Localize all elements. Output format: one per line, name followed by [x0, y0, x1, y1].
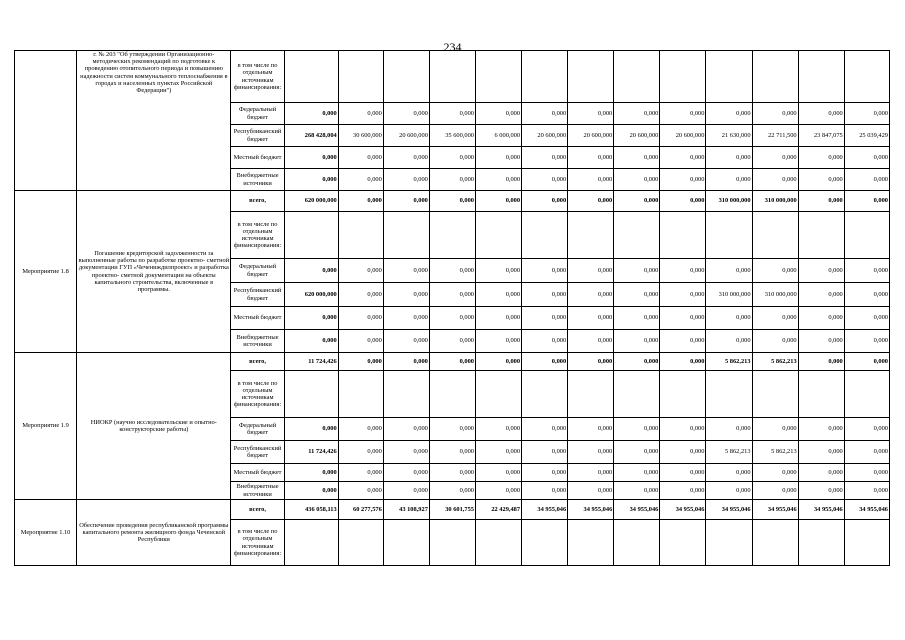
value-cell: 0,000: [383, 283, 429, 307]
value-cell: 0,000: [660, 418, 706, 441]
measure-cell: [15, 51, 77, 191]
value-cell: [752, 51, 798, 103]
value-cell: 0,000: [429, 441, 475, 464]
value-cell: [284, 371, 338, 418]
value-cell: 0,000: [522, 353, 568, 371]
value-cell: 310 000,000: [752, 191, 798, 212]
value-cell: 620 000,000: [284, 283, 338, 307]
value-cell: [522, 520, 568, 566]
value-cell: 0,000: [798, 330, 844, 353]
value-cell: 0,000: [844, 482, 889, 500]
value-cell: [429, 371, 475, 418]
value-cell: 0,000: [429, 330, 475, 353]
value-cell: [475, 520, 521, 566]
value-cell: 0,000: [522, 441, 568, 464]
value-cell: 0,000: [798, 103, 844, 125]
value-cell: 34 955,046: [568, 500, 614, 520]
value-cell: 30 600,000: [338, 125, 383, 147]
value-cell: 0,000: [798, 353, 844, 371]
measure-name-cell: НИОКР (научно исследовательские и опытно- конструкторские работы): [77, 353, 231, 500]
value-cell: 0,000: [383, 353, 429, 371]
value-cell: 0,000: [844, 283, 889, 307]
value-cell: 11 724,426: [284, 441, 338, 464]
value-cell: [284, 51, 338, 103]
table-row: [15, 353, 890, 371]
value-cell: [338, 212, 383, 259]
value-cell: 0,000: [522, 482, 568, 500]
value-cell: [798, 520, 844, 566]
value-cell: 0,000: [660, 482, 706, 500]
value-cell: 0,000: [844, 307, 889, 330]
value-cell: [614, 51, 660, 103]
source-cell: Федеральный бюджет: [231, 103, 284, 125]
value-cell: 0,000: [522, 307, 568, 330]
value-cell: 0,000: [429, 353, 475, 371]
value-cell: [338, 51, 383, 103]
value-cell: [338, 371, 383, 418]
value-cell: 0,000: [614, 482, 660, 500]
value-cell: 0,000: [429, 147, 475, 169]
value-cell: [798, 51, 844, 103]
value-cell: 0,000: [660, 283, 706, 307]
value-cell: [568, 371, 614, 418]
value-cell: [284, 212, 338, 259]
value-cell: [383, 212, 429, 259]
value-cell: 0,000: [338, 353, 383, 371]
value-cell: 0,000: [798, 191, 844, 212]
source-cell: всего,: [231, 191, 284, 212]
value-cell: 0,000: [614, 147, 660, 169]
value-cell: 0,000: [844, 169, 889, 191]
value-cell: 0,000: [844, 464, 889, 482]
value-cell: 0,000: [383, 259, 429, 283]
value-cell: 0,000: [660, 147, 706, 169]
value-cell: 0,000: [568, 464, 614, 482]
value-cell: 0,000: [475, 330, 521, 353]
measure-name-cell: г. № 203 "Об утверждении Организационно-методических рекомендаций по подготовке к проведению отопительного периода и повышению надежности систем коммунального теплоснабжения в городах и населенных пунктах Российской Федерации"): [77, 51, 231, 191]
value-cell: 268 428,004: [284, 125, 338, 147]
value-cell: 0,000: [798, 169, 844, 191]
value-cell: 0,000: [284, 482, 338, 500]
value-cell: 0,000: [429, 259, 475, 283]
value-cell: 0,000: [844, 418, 889, 441]
value-cell: 0,000: [614, 103, 660, 125]
value-cell: 0,000: [752, 307, 798, 330]
value-cell: 0,000: [798, 482, 844, 500]
value-cell: 0,000: [284, 307, 338, 330]
value-cell: 0,000: [614, 169, 660, 191]
value-cell: [429, 520, 475, 566]
value-cell: 0,000: [475, 418, 521, 441]
page-number: 234: [443, 40, 462, 54]
value-cell: 0,000: [475, 191, 521, 212]
value-cell: 0,000: [614, 283, 660, 307]
value-cell: 34 955,046: [706, 500, 752, 520]
source-cell: Федеральный бюджет: [231, 259, 284, 283]
value-cell: 0,000: [338, 418, 383, 441]
value-cell: 0,000: [522, 103, 568, 125]
measure-name-cell: Погашение кредиторской задолженности за выполненные работы по разработке проектно- сметной документации ГУП «Чечениждилпроект» и разработка проектно- сметной документации на объекты капитального строительства, включенные в программы.: [77, 191, 231, 353]
value-cell: 0,000: [752, 103, 798, 125]
value-cell: [706, 371, 752, 418]
value-cell: 0,000: [614, 330, 660, 353]
value-cell: 34 955,046: [660, 500, 706, 520]
value-cell: 0,000: [706, 307, 752, 330]
value-cell: 620 000,000: [284, 191, 338, 212]
value-cell: [568, 212, 614, 259]
value-cell: 20 600,000: [383, 125, 429, 147]
value-cell: 0,000: [568, 103, 614, 125]
value-cell: 0,000: [475, 482, 521, 500]
value-cell: 0,000: [568, 441, 614, 464]
value-cell: 0,000: [522, 259, 568, 283]
value-cell: 0,000: [752, 259, 798, 283]
value-cell: 11 724,426: [284, 353, 338, 371]
value-cell: 0,000: [429, 482, 475, 500]
value-cell: 0,000: [383, 307, 429, 330]
value-cell: 0,000: [660, 103, 706, 125]
source-cell: Местный бюджет: [231, 464, 284, 482]
value-cell: 0,000: [752, 418, 798, 441]
value-cell: [338, 520, 383, 566]
value-cell: 22 429,487: [475, 500, 521, 520]
value-cell: 0,000: [798, 283, 844, 307]
source-cell: в том числе по отдельным источникам финансирования:: [231, 51, 284, 103]
financing-table: [14, 50, 890, 566]
value-cell: 0,000: [844, 147, 889, 169]
value-cell: 0,000: [568, 307, 614, 330]
value-cell: 5 862,213: [752, 353, 798, 371]
value-cell: 0,000: [706, 103, 752, 125]
value-cell: 0,000: [614, 191, 660, 212]
value-cell: 20 600,000: [522, 125, 568, 147]
measure-cell: Мероприятие 1.8: [15, 191, 77, 353]
value-cell: 0,000: [475, 353, 521, 371]
value-cell: 0,000: [568, 283, 614, 307]
value-cell: 0,000: [660, 259, 706, 283]
value-cell: 0,000: [284, 147, 338, 169]
value-cell: [752, 371, 798, 418]
value-cell: [660, 520, 706, 566]
value-cell: 0,000: [475, 147, 521, 169]
value-cell: 0,000: [752, 147, 798, 169]
value-cell: 0,000: [522, 418, 568, 441]
source-cell: в том числе по отдельным источникам финансирования:: [231, 212, 284, 259]
source-cell: Федеральный бюджет: [231, 418, 284, 441]
value-cell: 5 862,213: [706, 353, 752, 371]
value-cell: [660, 212, 706, 259]
source-cell: Местный бюджет: [231, 307, 284, 330]
value-cell: 0,000: [429, 103, 475, 125]
value-cell: [475, 51, 521, 103]
value-cell: 0,000: [844, 103, 889, 125]
value-cell: 0,000: [706, 259, 752, 283]
measure-cell: Мероприятие 1.10: [15, 500, 77, 566]
value-cell: [614, 371, 660, 418]
value-cell: [844, 212, 889, 259]
value-cell: 0,000: [522, 169, 568, 191]
value-cell: 0,000: [706, 482, 752, 500]
value-cell: 0,000: [522, 147, 568, 169]
value-cell: 23 847,075: [798, 125, 844, 147]
value-cell: 0,000: [798, 464, 844, 482]
value-cell: [844, 51, 889, 103]
value-cell: [383, 51, 429, 103]
value-cell: 0,000: [383, 482, 429, 500]
value-cell: 0,000: [614, 418, 660, 441]
value-cell: [798, 371, 844, 418]
value-cell: 0,000: [522, 283, 568, 307]
value-cell: 0,000: [383, 191, 429, 212]
value-cell: [660, 371, 706, 418]
value-cell: 0,000: [660, 330, 706, 353]
value-cell: 436 058,113: [284, 500, 338, 520]
value-cell: 0,000: [338, 441, 383, 464]
value-cell: [568, 520, 614, 566]
source-cell: Республиканский бюджет: [231, 283, 284, 307]
table-row: [15, 51, 890, 103]
value-cell: [568, 51, 614, 103]
value-cell: 60 277,576: [338, 500, 383, 520]
value-cell: 0,000: [338, 191, 383, 212]
value-cell: 5 862,213: [752, 441, 798, 464]
value-cell: 0,000: [752, 482, 798, 500]
value-cell: 0,000: [383, 169, 429, 191]
value-cell: [383, 520, 429, 566]
value-cell: 0,000: [660, 441, 706, 464]
value-cell: 0,000: [614, 353, 660, 371]
value-cell: 0,000: [522, 191, 568, 212]
value-cell: 5 862,213: [706, 441, 752, 464]
value-cell: 25 039,429: [844, 125, 889, 147]
value-cell: 0,000: [383, 418, 429, 441]
value-cell: 0,000: [660, 191, 706, 212]
value-cell: 0,000: [383, 330, 429, 353]
value-cell: 0,000: [338, 103, 383, 125]
source-cell: Внебюджетные источники: [231, 169, 284, 191]
value-cell: 0,000: [338, 283, 383, 307]
value-cell: [614, 520, 660, 566]
value-cell: 0,000: [475, 464, 521, 482]
table-row: [15, 500, 890, 520]
source-cell: в том числе по отдельным источникам финансирования:: [231, 520, 284, 566]
value-cell: [706, 212, 752, 259]
value-cell: 0,000: [429, 191, 475, 212]
value-cell: 0,000: [475, 283, 521, 307]
value-cell: 0,000: [338, 259, 383, 283]
value-cell: 0,000: [475, 259, 521, 283]
value-cell: 0,000: [706, 169, 752, 191]
value-cell: 0,000: [338, 330, 383, 353]
value-cell: 34 955,046: [522, 500, 568, 520]
value-cell: 20 600,000: [568, 125, 614, 147]
value-cell: 0,000: [284, 103, 338, 125]
value-cell: [706, 51, 752, 103]
value-cell: 0,000: [284, 259, 338, 283]
value-cell: [844, 520, 889, 566]
value-cell: [475, 371, 521, 418]
value-cell: 35 600,000: [429, 125, 475, 147]
value-cell: 0,000: [429, 307, 475, 330]
value-cell: 0,000: [338, 169, 383, 191]
value-cell: 0,000: [284, 418, 338, 441]
value-cell: 310 000,000: [706, 283, 752, 307]
value-cell: 20 600,000: [660, 125, 706, 147]
value-cell: 0,000: [568, 191, 614, 212]
value-cell: 0,000: [338, 307, 383, 330]
value-cell: 0,000: [383, 147, 429, 169]
value-cell: 0,000: [338, 482, 383, 500]
value-cell: 0,000: [660, 169, 706, 191]
value-cell: [522, 51, 568, 103]
value-cell: 0,000: [798, 441, 844, 464]
value-cell: 0,000: [568, 147, 614, 169]
value-cell: 0,000: [475, 307, 521, 330]
value-cell: 0,000: [844, 259, 889, 283]
value-cell: [429, 212, 475, 259]
value-cell: 22 711,500: [752, 125, 798, 147]
measure-name-cell: Обеспечение проведения республиканской программы капитального ремонта жилищного фонда Чеченской Республики: [77, 500, 231, 566]
value-cell: 0,000: [429, 418, 475, 441]
source-cell: в том числе по отдельным источникам финансирования:: [231, 371, 284, 418]
source-cell: всего,: [231, 353, 284, 371]
source-cell: Республиканский бюджет: [231, 125, 284, 147]
value-cell: [284, 520, 338, 566]
value-cell: 34 955,046: [798, 500, 844, 520]
value-cell: 0,000: [522, 330, 568, 353]
value-cell: 0,000: [568, 418, 614, 441]
value-cell: [383, 371, 429, 418]
value-cell: 0,000: [475, 103, 521, 125]
value-cell: 0,000: [568, 330, 614, 353]
value-cell: 30 601,755: [429, 500, 475, 520]
value-cell: 0,000: [798, 259, 844, 283]
value-cell: 0,000: [568, 353, 614, 371]
value-cell: 34 955,046: [752, 500, 798, 520]
value-cell: 34 955,046: [844, 500, 889, 520]
value-cell: 0,000: [383, 464, 429, 482]
value-cell: 0,000: [844, 191, 889, 212]
source-cell: Местный бюджет: [231, 147, 284, 169]
value-cell: [522, 212, 568, 259]
value-cell: 21 630,000: [706, 125, 752, 147]
value-cell: 0,000: [660, 353, 706, 371]
value-cell: 0,000: [338, 464, 383, 482]
value-cell: 0,000: [752, 169, 798, 191]
value-cell: [752, 212, 798, 259]
value-cell: 34 955,046: [614, 500, 660, 520]
value-cell: 0,000: [798, 307, 844, 330]
value-cell: 310 000,000: [706, 191, 752, 212]
value-cell: 0,000: [383, 441, 429, 464]
value-cell: 0,000: [614, 441, 660, 464]
value-cell: [798, 212, 844, 259]
value-cell: 43 108,927: [383, 500, 429, 520]
value-cell: [475, 212, 521, 259]
value-cell: 0,000: [660, 307, 706, 330]
value-cell: 310 000,000: [752, 283, 798, 307]
value-cell: 0,000: [429, 169, 475, 191]
value-cell: [660, 51, 706, 103]
value-cell: 0,000: [844, 441, 889, 464]
value-cell: 0,000: [798, 147, 844, 169]
value-cell: 0,000: [568, 169, 614, 191]
value-cell: 0,000: [614, 259, 660, 283]
value-cell: [844, 371, 889, 418]
value-cell: 0,000: [706, 147, 752, 169]
value-cell: 6 000,000: [475, 125, 521, 147]
value-cell: 0,000: [614, 464, 660, 482]
source-cell: Республиканский бюджет: [231, 441, 284, 464]
value-cell: [429, 51, 475, 103]
value-cell: 0,000: [475, 169, 521, 191]
value-cell: 0,000: [429, 464, 475, 482]
table-row: [15, 191, 890, 212]
value-cell: 0,000: [706, 464, 752, 482]
value-cell: [752, 520, 798, 566]
value-cell: [706, 520, 752, 566]
measure-cell: Мероприятие 1.9: [15, 353, 77, 500]
value-cell: 0,000: [522, 464, 568, 482]
value-cell: 0,000: [798, 418, 844, 441]
value-cell: 0,000: [429, 283, 475, 307]
value-cell: 0,000: [568, 482, 614, 500]
value-cell: 0,000: [614, 307, 660, 330]
value-cell: 0,000: [752, 464, 798, 482]
value-cell: 0,000: [706, 418, 752, 441]
value-cell: 20 600,000: [614, 125, 660, 147]
value-cell: [522, 371, 568, 418]
value-cell: 0,000: [475, 441, 521, 464]
value-cell: 0,000: [660, 464, 706, 482]
value-cell: 0,000: [844, 330, 889, 353]
value-cell: 0,000: [284, 169, 338, 191]
source-cell: Внебюджетные источники: [231, 482, 284, 500]
value-cell: 0,000: [383, 103, 429, 125]
value-cell: 0,000: [568, 259, 614, 283]
source-cell: всего,: [231, 500, 284, 520]
value-cell: 0,000: [844, 353, 889, 371]
source-cell: Внебюджетные источники: [231, 330, 284, 353]
value-cell: [614, 212, 660, 259]
value-cell: 0,000: [284, 464, 338, 482]
value-cell: 0,000: [706, 330, 752, 353]
value-cell: 0,000: [752, 330, 798, 353]
value-cell: 0,000: [338, 147, 383, 169]
value-cell: 0,000: [284, 330, 338, 353]
